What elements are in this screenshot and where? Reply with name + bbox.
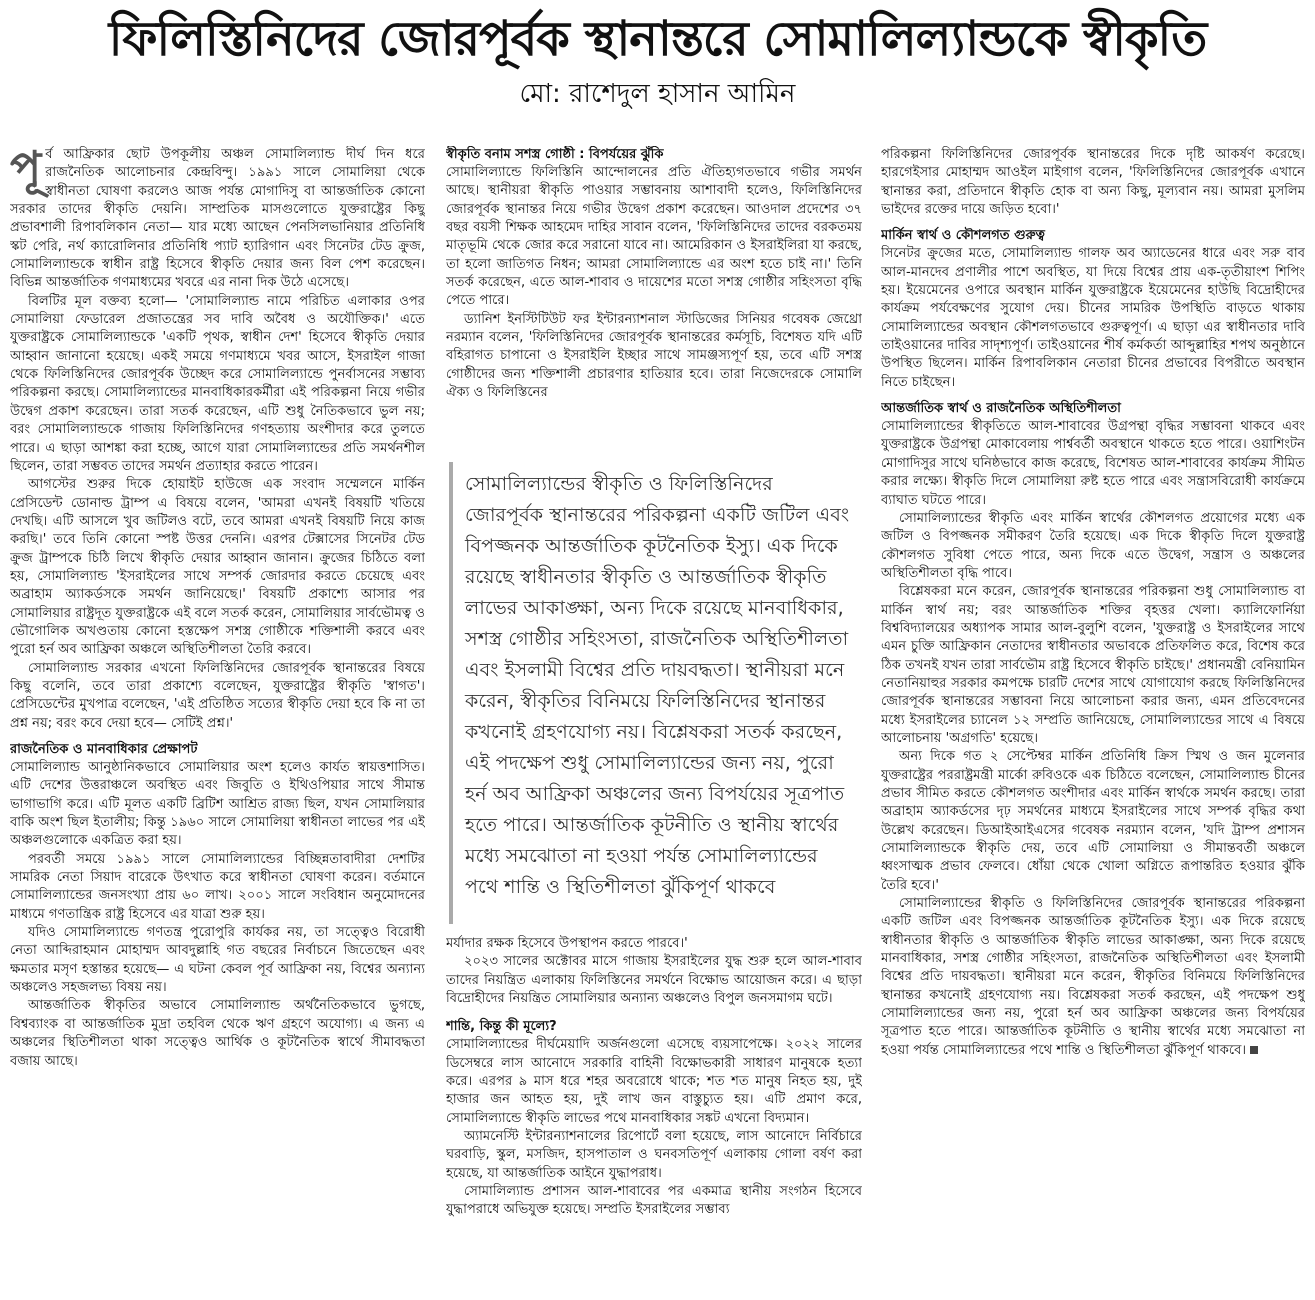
paragraph: মর্যাদার রক্ষক হিসেবে উপস্থাপন করতে পারবে।' [446, 936, 688, 951]
section-heading: আন্তর্জাতিক স্বার্থ ও রাজনৈতিক অস্থিতিশীলতা [881, 401, 1121, 417]
paragraph: সোমালিল্যান্ডে ফিলিস্তিনি আন্দোলনের প্রতি ঐতিহ্যগতভাবে গভীর সমর্থন আছে। স্থানীয়রা স্বীকৃতি পাওয়ার সম্ভাবনায় আশাবাদী হলেও, ফিলিস্তিনিদের জোরপূর্বক স্থানান্তর নিয়ে গভীর উদ্বেগ প্রকাশ করেছেন। আওদাল প্রদেশের ৩৭ বছর বয়সী শিক্ষক আহমেদ দাহির সাবান বলেন, 'ফিলিস্তিনিদের তাদের বরকতময় মাতৃভূমি থেকে জোর করে সরানো যাবে না। আমেরিকান ও ইসরাইলিরা যা করছে, তা হলো জাতিগত নিধন; আমরা সোমালিল্যান্ডে এর অংশ হতে চাই না।' তিনি সতর্ক করেছেন, এতে আল-শাবাব ও দায়েশের মতো সশস্ত্র গোষ্ঠীর সহিংসতা বৃদ্ধি পেতে পারে। [446, 165, 862, 309]
paragraph: পরবর্তী সময়ে ১৯৯১ সালে সোমালিল্যান্ডের বিচ্ছিন্নতাবাদীরা দেশটির সামরিক নেতা সিয়াদ বারেকে উৎখাত করে স্বাধীনতা ঘোষণা করেন। বর্তমানে সোমালিল্যান্ডের জনসংখ্যা প্রায় ৬০ লাখ। ২০০১ সালে সংবিধান অনুমোদনের মাধ্যমে গণতান্ত্রিক রাষ্ট্র হিসেবে এর যাত্রা শুরু হয়। [10, 851, 425, 922]
lead-paragraph [10, 146, 425, 293]
paragraph: অ্যামনেস্টি ইন্টারন্যাশনালের রিপোর্টে বলা হয়েছে, লাস আনোদে নির্বিচারে ঘরবাড়ি, স্কুল, মসজিদ, হাসপাতাল ও ঘনবসতিপূর্ণ এলাকায় গোলা বর্ষণ করা হয়েছে, যা আন্তর্জাতিক আইনে যুদ্ধাপরাধ। [446, 1129, 862, 1181]
paragraph: বিলটির মূল বক্তব্য হলো— 'সোমালিল্যান্ড নামে পরিচিত এলাকার ওপর সোমালিয়া ফেডারেল প্রজাতন্ত্রের সব দাবি অবৈধ ও অযৌক্তিক।' এতে যুক্তরাষ্ট্রকে সোমালিল্যান্ডকে 'একটি পৃথক, স্বাধীন দেশ' হিসেবে স্বীকৃতি দেয়ার আহ্বান জানানো হয়েছে। একই সময়ে গণমাধ্যমে খবর আসে, ইসরাইল গাজা থেকে ফিলিস্তিনিদের জোরপূর্বক উচ্ছেদ করে সোমালিল্যান্ডে পুনর্বাসনের সম্ভাব্য পরিকল্পনা করছে। সোমালিল্যান্ডের মানবাধিকারকর্মীরা এই পরিকল্পনা নিয়ে গভীর উদ্বেগ প্রকাশ করেছেন। তারা সতর্ক করেছেন, এটি শুধু নৈতিকভাবে ভুল নয়; বরং সোমালিল্যান্ডকে গাজায় ফিলিস্তিনিদের গণহত্যায় অংশীদার করে তুলতে পারে। এ ছাড়া আশঙ্কা করা হচ্ছে, আগে যারা সোমালিল্যান্ডের প্রতি সমর্থনশীল ছিলেন, তারা সম্ভবত তাদের সমর্থন প্রত্যাহার করতে পারেন। [10, 293, 425, 474]
paragraph: পরিকল্পনা ফিলিস্তিনিদের জোরপূর্বক স্থানান্তরের দিকে দৃষ্টি আকর্ষণ করেছে। হারগেইসার মোহাম্মদ আওইল মাইগাগ বলেন, 'ফিলিস্তিনিদের জোরপূর্বক এখানে স্থানান্তর করা, প্রতিদানে স্বীকৃতি হোক বা অন্য কিছু, মূল্যবান নয়। আমরা মুসলিম ভাইদের রক্তের দায়ে জড়িত হবো।' [881, 147, 1305, 218]
drop-cap: পূ [10, 146, 42, 195]
section-heading: শান্তি, কিন্তু কী মূল্যে? [446, 1019, 557, 1035]
paragraph: আন্তর্জাতিক স্বীকৃতির অভাবে সোমালিল্যান্ড অর্থনৈতিকভাবে ভুগছে, বিশ্বব্যাংক বা আন্তর্জাতিক মুদ্রা তহবিল থেকে ঋণ গ্রহণে অযোগ্য। এ জন্য এ অঞ্চলের স্থিতিশীলতা থাকা সত্ত্বেও আর্থিক ও কূটনৈতিক স্বার্থে সীমাবদ্ধতা বজায় আছে। [10, 998, 425, 1069]
article-column-2-top [446, 146, 862, 452]
paragraph: ২০২৩ সালের অক্টোবর মাসে গাজায় ইসরাইলের যুদ্ধ শুরু হলে আল-শাবাব তাদের নিয়ন্ত্রিত এলাকায় ফিলিস্তিনের সমর্থনে বিক্ষোভ আয়োজন করে। এ ছাড়া বিদ্রোহীদের নিয়ন্ত্রিত সোমালিয়ার অন্যান্য অঞ্চলেও বিপুল জনসমাগম ঘটে। [446, 954, 862, 1007]
end-mark-icon [1250, 1046, 1258, 1054]
paragraph: সোমালিল্যান্ডের স্বীকৃতি এবং মার্কিন স্বার্থের কৌশলগত প্রয়োগের মধ্যে এক জটিল ও বিপজ্জনক সমীকরণ তৈরি হয়েছে। এক দিকে স্বীকৃতি দিলে যুক্তরাষ্ট্র কৌশলগত সুবিধা পেতে পারে, অন্য দিকে এতে উদ্বেগ, সন্ত্রাস ও অঞ্চলের অস্থিতিশীলতা বৃদ্ধি পাবে। [881, 510, 1305, 581]
paragraph: ড্যানিশ ইনস্টিটিউট ফর ইন্টারন্যাশনাল স্টাডিজের সিনিয়র গবেষক জেথ্রো নরম্যান বলেন, 'ফিলিস্তিনিদের জোরপূর্বক স্থানান্তরের কর্মসূচি, বিশেষত যদি এটি বহিরাগত চাপানো ও ইসরাইলি ইচ্ছার সাথে সামঞ্জস্যপূর্ণ হয়, তবে এটি সশস্ত্র গোষ্ঠীদের জন্য শক্তিশালী প্রচারণার হাতিয়ার হবে। তারা নিজেদেরকে সোমালি ঐক্য ও ফিলিস্তিনের [446, 311, 862, 401]
paragraph: বিশ্লেষকরা মনে করেন, জোরপূর্বক স্থানান্তরের পরিকল্পনা শুধু সোমালিল্যান্ড বা মার্কিন স্বার্থ নয়; বরং আন্তর্জাতিক শক্তির বৃহত্তর খেলা। ক্যালিফোর্নিয়া বিশ্ববিদ্যালয়ের অধ্যাপক সামার আল-বুলুশি বলেন, 'যুক্তরাষ্ট্র ও ইসরাইলের সাথে এমন চুক্তি আফ্রিকান নেতাদের স্বাধীনতার অভাবকে প্রতিফলিত করে, বিশেষ করে ঠিক তখনই যখন তারা সার্বভৌম রাষ্ট্র হিসেবে স্বীকৃতি চাইছে।' প্রধানমন্ত্রী বেনিয়ামিন নেতানিয়াহুর সরকার কমপক্ষে চারটি দেশের সাথে যোগাযোগ করছে ফিলিস্তিনিদের জোরপূর্বক স্থানান্তরের সম্ভাবনা নিয়ে আলোচনা করার জন্য, এমন প্রতিবেদনের মধ্যে ইসরাইলের চ্যানেল ১২ সম্প্রতি জানিয়েছে, সোমালিল্যান্ডের সাথে এ বিষয়ে আলোচনায় 'অগ্রগতি' হয়েছে। [881, 584, 1305, 746]
article-column-2-bottom [446, 935, 862, 1294]
paragraph: সিনেটর ক্রুজের মতে, সোমালিল্যান্ড গালফ অব অ্যাডেনের ধারে এবং সরু বাব আল-মানদেব প্রণালীর পাশে অবস্থিত, যা দিয়ে বিশ্বের প্রায় এক-তৃতীয়াংশ শিপিং হয়। ইয়েমেনের ওপারে অবস্থান মার্কিন যুক্তরাষ্ট্রকে ইয়েমেনের হাউছি বিদ্রোহীদের কার্যক্রম পর্যবেক্ষণের সুযোগ দেয়। চীনের সামরিক উপস্থিতি বাড়তে থাকায় সোমালিল্যান্ডের অবস্থান কৌশলগতভাবে গুরুত্বপূর্ণ। এ ছাড়া এর স্বাধীনতার দাবি তাইওয়ানের দাবির সাদৃশ্যপূর্ণ। তাইওয়ানের শীর্ষ কর্মকর্তা আব্দুল্লাহির শপথ অনুষ্ঠানে উপস্থিত ছিলেন। মার্কিন রিপাবলিকান নেতারা চীনের প্রভাবের বিপরীতে অবস্থান নিতে চাইছেন। [881, 246, 1305, 390]
paragraph: সোমালিল্যান্ড প্রশাসন আল-শাবাবের পর একমাত্র স্থানীয় সংগঠন হিসেবে যুদ্ধাপরাধে অভিযুক্ত হয়েছে। সম্প্রতি ইসরাইলের সম্ভাব্য [446, 1184, 862, 1218]
section-heading: স্বীকৃতি বনাম সশস্ত্র গোষ্ঠী : বিপর্যয়ের ঝুঁকি [446, 147, 664, 162]
article-column-3 [881, 146, 1305, 1294]
paragraph: অন্য দিকে গত ২ সেপ্টেম্বর মার্কিন প্রতিনিধি ক্রিস স্মিথ ও জন মুলেনার যুক্তরাষ্ট্রের পররাষ্ট্রমন্ত্রী মার্কো রুবিওকে এক চিঠিতে বলেছেন, সোমালিল্যান্ড চীনের প্রভাব সীমিত করতে কৌশলগত অংশীদার এবং মার্কিন স্বার্থকে সমর্থন করছে। তারা অব্রাহাম অ্যাকর্ডসের দৃঢ় সমর্থনের মাধ্যমে ইসরাইলের সাথে সম্পর্ক বৃদ্ধির কথা উল্লেখ করেছেন। ডিআইআইএসের গবেষক নরম্যান বলেন, 'যদি ট্রাম্প প্রশাসন সোমালিল্যান্ডকে স্বীকৃতি দেয়, তবে এটি সোমালিয়া ও সীমান্তবর্তী অঞ্চলে ধ্বংসাত্মক প্রভাব ফেলবে। ধোঁয়া থেকে খোলা অগ্নিতে রূপান্তরিত হওয়ার ঝুঁকি তৈরি হবে।' [881, 749, 1305, 893]
paragraph: সোমালিল্যান্ডের স্বীকৃতিতে আল-শাবাবের উগ্রপন্থা বৃদ্ধির সম্ভাবনা থাকবে এবং যুক্তরাষ্ট্রকে উগ্রপন্থা মোকাবেলায় পার্শ্ববর্তী অবস্থানে থাকতে হতে পারে। ওয়াশিংটন মোগাদিসুর সাথে ঘনিষ্ঠভাবে কাজ করেছে, বিশেষত আল-শাবাবের কার্যক্রম সীমিত করার লক্ষ্যে। স্বীকৃতি দিলে সোমালিয়া রুষ্ট হতে পারে এবং সন্ত্রাসবিরোধী কার্যক্রমে ব্যাঘাত ঘটতে পারে। [881, 419, 1305, 508]
lead-paragraph-text: র্ব আফ্রিকার ছোট উপকূলীয় অঞ্চল সোমালিল্যান্ড দীর্ঘ দিন ধরে রাজনৈতিক আলোচনার কেন্দ্রবিন্দু। ১৯৯১ সালে সোমালিয়া থেকে স্বাধীনতা ঘোষণা করলেও আজ পর্যন্ত মোগাদিসু বা আন্তর্জাতিক কোনো সরকার তাদের স্বীকৃতি দেয়নি। সাম্প্রতিক মাসগুলোতে যুক্তরাষ্ট্রের কিছু প্রভাবশালী রিপাবলিকান নেতা— যার মধ্যে আছেন পেনসিলভানিয়ার প্রতিনিধি স্কট পেরি, নর্থ ক্যারোলিনার প্রতিনিধি প্যাট হ্যারিগান এবং সিনেটর টেড ক্রুজ, সোমালিল্যান্ডকে স্বাধীন রাষ্ট্র হিসেবে স্বীকৃতি দেয়ার জন্য বিল পেশ করেছেন। বিভিন্ন আন্তর্জাতিক গণমাধ্যমের খবরে এর নানা দিক উঠে এসেছে। [10, 147, 425, 291]
paragraph: আগস্টের শুরুর দিকে হোয়াইট হাউজে এক সংবাদ সম্মেলনে মার্কিন প্রেসিডেন্ট ডোনাল্ড ট্রাম্প এ বিষয়ে বলেন, 'আমরা এখনই বিষয়টি খতিয়ে দেখছি। এটি আসলে খুব জটিলও বটে, তবে আমরা এখনই বিষয়টি নিয়ে কাজ করছি।' তবে তিনি কোনো স্পষ্ট উত্তর দেননি। এরপর টেক্সাসের সিনেটর টেড ক্রুজ ট্রাম্পকে চিঠি লিখে স্বীকৃতি দেয়ার আহ্বান জানান। ক্রুজের চিঠিতে বলা হয়, সোমালিল্যান্ড 'ইসরাইলের সাথে সম্পর্ক জোরদার করতে চেয়েছে এবং অব্রাহাম অ্যাকর্ডসকে সমর্থন জানিয়েছে।' বিষয়টি প্রকাশ্যে আসার পর সোমালিয়ার রাষ্ট্রদূত যুক্তরাষ্ট্রকে এই বলে সতর্ক করেন, সোমালিয়ার সার্বভৌমত্ব ও ভৌগোলিক অখণ্ডতায় কোনো হস্তক্ষেপ সশস্ত্র গোষ্ঠীকে শক্তিশালী করবে এবং পুরো হর্ন অব আফ্রিকা অঞ্চলে অস্থিতিশীলতা তৈরি করবে। [10, 477, 425, 658]
closing-paragraph-text: সোমালিল্যান্ডের স্বীকৃতি ও ফিলিস্তিনিদের জোরপূর্বক স্থানান্তরের পরিকল্পনা একটি জটিল এবং বিপজ্জনক আন্তর্জাতিক কূটনৈতিক ইস্যু। এক দিকে রয়েছে স্বাধীনতার স্বীকৃতি ও আন্তর্জাতিক স্বীকৃতি লাভের আকাঙ্ক্ষা, অন্য দিকে রয়েছে মানবাধিকার, সশস্ত্র গোষ্ঠীর সহিংসতা, রাজনৈতিক অস্থিতিশীলতা এবং ইসলামী বিশ্বের প্রতি দায়বদ্ধতা। স্থানীয়রা মনে করেন, স্বীকৃতির বিনিময়ে ফিলিস্তিনিদের স্থানান্তর কখনোই গ্রহণযোগ্য নয়। বিশ্লেষকরা সতর্ক করছেন, এই পদক্ষেপ শুধু সোমালিল্যান্ডের জন্য নয়, পুরো হর্ন অব আফ্রিকা অঞ্চলের জন্য বিপর্যয়ের সূত্রপাত হতে পারে। আন্তর্জাতিক কূটনীতি ও স্থানীয় স্বার্থের মধ্যে সমঝোতা না হওয়া পর্যন্ত সোমালিল্যান্ডের পথে শান্তি ও স্থিতিশীলতা ঝুঁকিপূর্ণ থাকবে। [881, 896, 1305, 1058]
section-heading: রাজনৈতিক ও মানবাধিকার প্রেক্ষাপট [10, 742, 198, 757]
byline: মো: রাশেদুল হাসান আমিন [519, 79, 796, 109]
article-column-1 [10, 146, 425, 1294]
closing-paragraph [881, 895, 1305, 1060]
paragraph: যদিও সোমালিল্যান্ডে গণতন্ত্র পুরোপুরি কার্যকর নয়, তা সত্ত্বেও বিরোধী নেতা আব্দিরাহমান মোহাম্মদ আবদুল্লাহি গত বছরের নির্বাচনে জিতেছেন এবং ক্ষমতার মসৃণ হস্তান্তর হয়েছে— এ ঘটনা কেবল পূর্ব আফ্রিকা নয়, বিশ্বের অন্যান্য অঞ্চলেও সহজলভ্য বিষয় নয়। [10, 925, 425, 996]
paragraph: সোমালিল্যান্ড আনুষ্ঠানিকভাবে সোমালিয়ার অংশ হলেও কার্যত স্বায়ত্তশাসিত। এটি দেশের উত্তরাঞ্চলে অবস্থিত এবং জিবুতি ও ইথিওপিয়ার সাথে সীমান্ত ভাগাভাগি করে। এটি মূলত একটি ব্রিটিশ আশ্রিত রাজ্য ছিল, যখন সোমালিয়ার বাকি অংশ ছিল ইতালীয়; কিন্তু ১৯৬০ সালে সোমালিয়া স্বাধীনতা লাভের পর এই অঞ্চলগুলোকে একত্রিত করা হয়। [10, 760, 425, 849]
section-heading: মার্কিন স্বার্থ ও কৌশলগত গুরুত্ব [881, 228, 1045, 244]
paragraph: সোমালিল্যান্ডের দীর্ঘমেয়াদি অর্জনগুলো এসেছে ব্যয়সাপেক্ষে। ২০২২ সালের ডিসেম্বরে লাস আনোদে সরকারি বাহিনী বিক্ষোভকারী সাধারণ মানুষকে হত্যা করে। এরপর ৯ মাস ধরে শহর অবরোধে থাকে; শত শত মানুষ নিহত হয়, দুই হাজার জন আহত হয়, দুই লাখ জন বাস্তুচ্যুত হয়। এটি প্রমাণ করে, সোমালিল্যান্ডে স্বীকৃতি লাভের পথে মানবাধিকার সঙ্কট এখনো বিদ্যমান। [446, 1037, 862, 1126]
pull-quote: সোমালিল্যান্ডের স্বীকৃতি ও ফিলিস্তিনিদের জোরপূর্বক স্থানান্তরের পরিকল্পনা একটি জটিল এবং বিপজ্জনক আন্তর্জাতিক কূটনৈতিক ইস্যু। এক দিকে রয়েছে স্বাধীনতার স্বীকৃতি ও আন্তর্জাতিক স্বীকৃতি লাভের আকাঙ্ক্ষা, অন্য দিকে রয়েছে মানবাধিকার, সশস্ত্র গোষ্ঠীর সহিংসতা, রাজনৈতিক অস্থিতিশীলতা এবং ইসলামী বিশ্বের প্রতি দায়বদ্ধতা। স্থানীয়রা মনে করেন, স্বীকৃতির বিনিময়ে ফিলিস্তিনিদের স্থানান্তর কখনোই গ্রহণযোগ্য নয়। বিশ্লেষকরা সতর্ক করছেন, এই পদক্ষেপ শুধু সোমালিল্যান্ডের জন্য নয়, পুরো হর্ন অব আফ্রিকা অঞ্চলের জন্য বিপর্যয়ের সূত্রপাত হতে পারে। আন্তর্জাতিক কূটনীতি ও স্থানীয় স্বার্থের মধ্যে সমঝোতা না হওয়া পর্যন্ত সোমালিল্যান্ডের পথে শান্তি ও স্থিতিশীলতা ঝুঁকিপূর্ণ থাকবে [449, 462, 859, 924]
headline: ফিলিস্তিনিদের জোরপূর্বক স্থানান্তরে সোমালিল্যান্ডকে স্বীকৃতি [108, 11, 1207, 67]
paragraph: সোমালিল্যান্ড সরকার এখনো ফিলিস্তিনিদের জোরপূর্বক স্থানান্তরের বিষয়ে কিছু বলেনি, তবে তারা প্রকাশ্যে বলেছেন, যুক্তরাষ্ট্রের স্বীকৃতি 'স্বাগত'। প্রেসিডেন্টের মুখপাত্র বলেছেন, 'এই প্রতিষ্ঠিত সত্যের স্বীকৃতি দেয়া হবে কি না তা প্রশ্ন নয়; বরং কবে দেয়া হবে— সেটিই প্রশ্ন।' [10, 660, 425, 731]
